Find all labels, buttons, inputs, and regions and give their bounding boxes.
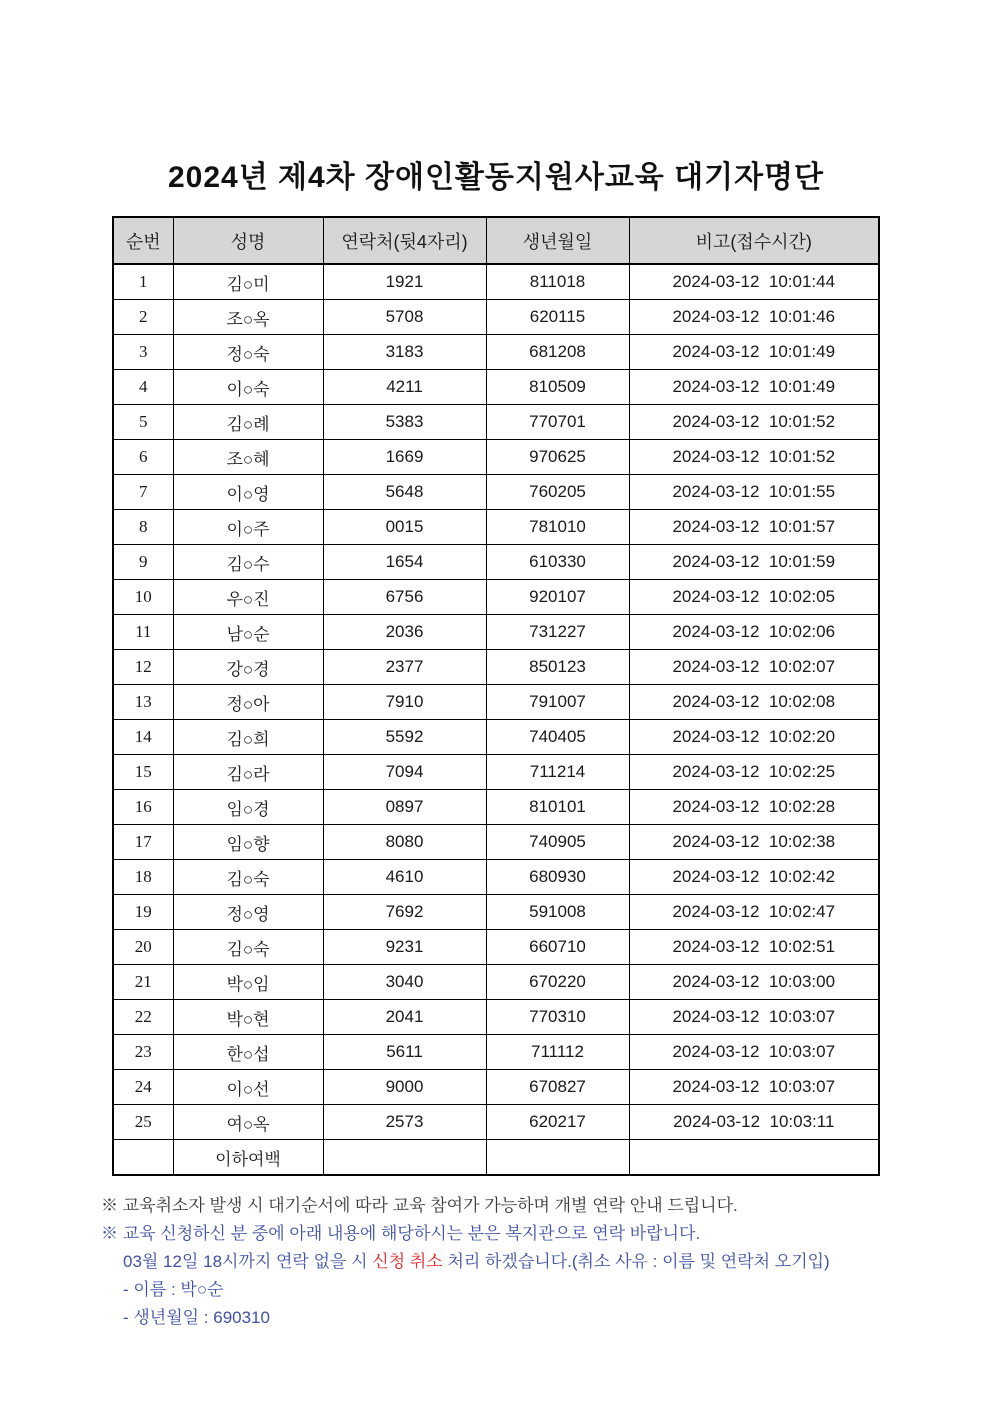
cell-birth: 850123 bbox=[486, 650, 629, 685]
header-cell-no: 순번 bbox=[113, 217, 173, 264]
cell-phone: 2036 bbox=[323, 615, 486, 650]
cell-birth: 740405 bbox=[486, 720, 629, 755]
note-deadline bbox=[101, 1248, 891, 1276]
cell-phone: 1654 bbox=[323, 545, 486, 580]
cell-birth: 760205 bbox=[486, 475, 629, 510]
cell-phone: 4610 bbox=[323, 860, 486, 895]
cell-birth: 610330 bbox=[486, 545, 629, 580]
cell-no: 4 bbox=[113, 370, 173, 405]
note-deadline-prefix: 03월 12일 18시까지 연락 없을 시 bbox=[123, 1252, 373, 1271]
note-contact-request: ※ 교육 신청하신 분 중에 아래 내용에 해당하시는 분은 복지관으로 연락 바랍니다. bbox=[101, 1224, 701, 1243]
filler-cell-phone bbox=[323, 1140, 486, 1176]
cell-phone: 9231 bbox=[323, 930, 486, 965]
table-header-row bbox=[113, 217, 879, 264]
header-cell-birth: 생년월일 bbox=[486, 217, 629, 264]
cell-birth: 731227 bbox=[486, 615, 629, 650]
cell-phone: 4211 bbox=[323, 370, 486, 405]
cell-phone: 2573 bbox=[323, 1105, 486, 1140]
footnotes bbox=[101, 1192, 891, 1332]
cell-no: 14 bbox=[113, 720, 173, 755]
cell-birth: 810509 bbox=[486, 370, 629, 405]
table-row bbox=[113, 790, 879, 825]
cell-time: 2024-03-12 10:02:47 bbox=[629, 895, 879, 930]
cell-name: 김○미 bbox=[173, 264, 323, 300]
cell-time: 2024-03-12 10:01:55 bbox=[629, 475, 879, 510]
cell-name: 조○옥 bbox=[173, 300, 323, 335]
table-row bbox=[113, 965, 879, 1000]
cell-time: 2024-03-12 10:02:08 bbox=[629, 685, 879, 720]
cell-no: 19 bbox=[113, 895, 173, 930]
table-row bbox=[113, 1070, 879, 1105]
cell-time: 2024-03-12 10:02:28 bbox=[629, 790, 879, 825]
cell-name: 한○섭 bbox=[173, 1035, 323, 1070]
cell-name: 이○영 bbox=[173, 475, 323, 510]
cell-time: 2024-03-12 10:03:00 bbox=[629, 965, 879, 1000]
cell-name: 이○선 bbox=[173, 1070, 323, 1105]
cell-no: 20 bbox=[113, 930, 173, 965]
cell-phone: 6756 bbox=[323, 580, 486, 615]
cell-birth: 970625 bbox=[486, 440, 629, 475]
header-cell-time: 비고(접수시간) bbox=[629, 217, 879, 264]
cell-name: 강○경 bbox=[173, 650, 323, 685]
cell-phone: 2041 bbox=[323, 1000, 486, 1035]
table-row bbox=[113, 1105, 879, 1140]
cell-name: 김○수 bbox=[173, 545, 323, 580]
cell-no: 16 bbox=[113, 790, 173, 825]
cell-no: 25 bbox=[113, 1105, 173, 1140]
cell-no: 5 bbox=[113, 405, 173, 440]
cell-time: 2024-03-12 10:01:49 bbox=[629, 370, 879, 405]
filler-cell-time bbox=[629, 1140, 879, 1176]
cell-birth: 620217 bbox=[486, 1105, 629, 1140]
cell-phone: 1669 bbox=[323, 440, 486, 475]
table-row bbox=[113, 440, 879, 475]
cell-birth: 781010 bbox=[486, 510, 629, 545]
page-title: 2024년 제4차 장애인활동지원사교육 대기자명단 bbox=[167, 161, 825, 194]
cell-time: 2024-03-12 10:01:44 bbox=[629, 264, 879, 300]
table-row bbox=[113, 825, 879, 860]
cell-name: 우○진 bbox=[173, 580, 323, 615]
cell-name: 정○아 bbox=[173, 685, 323, 720]
cell-time: 2024-03-12 10:01:52 bbox=[629, 440, 879, 475]
cell-name: 박○임 bbox=[173, 965, 323, 1000]
cell-no: 10 bbox=[113, 580, 173, 615]
cell-name: 여○옥 bbox=[173, 1105, 323, 1140]
cell-birth: 791007 bbox=[486, 685, 629, 720]
cell-no: 23 bbox=[113, 1035, 173, 1070]
cell-phone: 5611 bbox=[323, 1035, 486, 1070]
waiting-list-table bbox=[112, 216, 880, 1176]
cell-birth: 680930 bbox=[486, 860, 629, 895]
table-row bbox=[113, 1000, 879, 1035]
cell-no: 8 bbox=[113, 510, 173, 545]
table-row bbox=[113, 860, 879, 895]
cell-phone: 0897 bbox=[323, 790, 486, 825]
cell-name: 이○숙 bbox=[173, 370, 323, 405]
cell-time: 2024-03-12 10:02:51 bbox=[629, 930, 879, 965]
note-birth: - 생년월일 : 690310 bbox=[123, 1308, 270, 1327]
cell-time: 2024-03-12 10:02:20 bbox=[629, 720, 879, 755]
cell-birth: 770701 bbox=[486, 405, 629, 440]
table-row bbox=[113, 264, 879, 300]
cell-phone: 7094 bbox=[323, 755, 486, 790]
cell-name: 정○영 bbox=[173, 895, 323, 930]
cell-birth: 670827 bbox=[486, 1070, 629, 1105]
note-name: - 이름 : 박○순 bbox=[123, 1280, 224, 1299]
cell-name: 정○숙 bbox=[173, 335, 323, 370]
table-row bbox=[113, 545, 879, 580]
note-deadline-suffix: 처리 하겠습니다.(취소 사유 : 이름 및 연락처 오기입) bbox=[442, 1252, 830, 1271]
cell-name: 이○주 bbox=[173, 510, 323, 545]
cell-phone: 0015 bbox=[323, 510, 486, 545]
cell-phone: 9000 bbox=[323, 1070, 486, 1105]
table-row bbox=[113, 895, 879, 930]
cell-name: 김○라 bbox=[173, 755, 323, 790]
cell-birth: 740905 bbox=[486, 825, 629, 860]
table-row bbox=[113, 1035, 879, 1070]
cell-time: 2024-03-12 10:01:59 bbox=[629, 545, 879, 580]
cell-no: 2 bbox=[113, 300, 173, 335]
table-row bbox=[113, 405, 879, 440]
note-deadline-cancel-highlight: 신청 취소 bbox=[372, 1252, 443, 1271]
cell-name: 박○현 bbox=[173, 1000, 323, 1035]
cell-phone: 5383 bbox=[323, 405, 486, 440]
cell-no: 21 bbox=[113, 965, 173, 1000]
table-row bbox=[113, 720, 879, 755]
cell-phone: 2377 bbox=[323, 650, 486, 685]
cell-time: 2024-03-12 10:02:07 bbox=[629, 650, 879, 685]
cell-no: 11 bbox=[113, 615, 173, 650]
cell-phone: 5648 bbox=[323, 475, 486, 510]
cell-birth: 660710 bbox=[486, 930, 629, 965]
filler-cell-birth bbox=[486, 1140, 629, 1176]
cell-time: 2024-03-12 10:02:42 bbox=[629, 860, 879, 895]
header-cell-name: 성명 bbox=[173, 217, 323, 264]
cell-no: 9 bbox=[113, 545, 173, 580]
cell-time: 2024-03-12 10:01:57 bbox=[629, 510, 879, 545]
table-row bbox=[113, 580, 879, 615]
cell-time: 2024-03-12 10:03:07 bbox=[629, 1035, 879, 1070]
filler-cell-label: 이하여백 bbox=[173, 1140, 323, 1176]
cell-birth: 810101 bbox=[486, 790, 629, 825]
cell-phone: 3040 bbox=[323, 965, 486, 1000]
cell-no: 24 bbox=[113, 1070, 173, 1105]
cell-birth: 681208 bbox=[486, 335, 629, 370]
table-row bbox=[113, 510, 879, 545]
table-row bbox=[113, 650, 879, 685]
table-body bbox=[113, 264, 879, 1175]
table-row bbox=[113, 335, 879, 370]
cell-phone: 7910 bbox=[323, 685, 486, 720]
cell-no: 1 bbox=[113, 264, 173, 300]
cell-phone: 3183 bbox=[323, 335, 486, 370]
cell-phone: 1921 bbox=[323, 264, 486, 300]
cell-phone: 5592 bbox=[323, 720, 486, 755]
cell-birth: 770310 bbox=[486, 1000, 629, 1035]
cell-no: 22 bbox=[113, 1000, 173, 1035]
header-cell-phone: 연락처(뒷4자리) bbox=[323, 217, 486, 264]
cell-phone: 7692 bbox=[323, 895, 486, 930]
cell-time: 2024-03-12 10:01:46 bbox=[629, 300, 879, 335]
cell-birth: 670220 bbox=[486, 965, 629, 1000]
cell-birth: 811018 bbox=[486, 264, 629, 300]
cell-name: 김○희 bbox=[173, 720, 323, 755]
table-row bbox=[113, 300, 879, 335]
cell-time: 2024-03-12 10:03:07 bbox=[629, 1070, 879, 1105]
cell-birth: 591008 bbox=[486, 895, 629, 930]
cell-no: 17 bbox=[113, 825, 173, 860]
cell-birth: 920107 bbox=[486, 580, 629, 615]
table-row bbox=[113, 615, 879, 650]
cell-name: 조○혜 bbox=[173, 440, 323, 475]
cell-no: 7 bbox=[113, 475, 173, 510]
cell-phone: 5708 bbox=[323, 300, 486, 335]
cell-phone: 8080 bbox=[323, 825, 486, 860]
table-row bbox=[113, 930, 879, 965]
cell-birth: 620115 bbox=[486, 300, 629, 335]
filler-row bbox=[113, 1140, 879, 1176]
table-row bbox=[113, 370, 879, 405]
cell-no: 18 bbox=[113, 860, 173, 895]
cell-no: 6 bbox=[113, 440, 173, 475]
table-row bbox=[113, 755, 879, 790]
cell-no: 13 bbox=[113, 685, 173, 720]
note-cancel-info: ※ 교육취소자 발생 시 대기순서에 따라 교육 참여가 가능하며 개별 연락 안내 드립니다. bbox=[101, 1196, 738, 1215]
cell-name: 임○향 bbox=[173, 825, 323, 860]
cell-name: 김○숙 bbox=[173, 860, 323, 895]
cell-time: 2024-03-12 10:02:25 bbox=[629, 755, 879, 790]
cell-birth: 711214 bbox=[486, 755, 629, 790]
cell-no: 15 bbox=[113, 755, 173, 790]
cell-time: 2024-03-12 10:02:06 bbox=[629, 615, 879, 650]
filler-cell-no bbox=[113, 1140, 173, 1176]
table-row bbox=[113, 475, 879, 510]
cell-time: 2024-03-12 10:02:38 bbox=[629, 825, 879, 860]
cell-name: 남○순 bbox=[173, 615, 323, 650]
cell-time: 2024-03-12 10:02:05 bbox=[629, 580, 879, 615]
cell-time: 2024-03-12 10:01:52 bbox=[629, 405, 879, 440]
cell-birth: 711112 bbox=[486, 1035, 629, 1070]
cell-no: 3 bbox=[113, 335, 173, 370]
cell-no: 12 bbox=[113, 650, 173, 685]
cell-time: 2024-03-12 10:03:11 bbox=[629, 1105, 879, 1140]
cell-name: 김○례 bbox=[173, 405, 323, 440]
cell-time: 2024-03-12 10:01:49 bbox=[629, 335, 879, 370]
cell-time: 2024-03-12 10:03:07 bbox=[629, 1000, 879, 1035]
table-row bbox=[113, 685, 879, 720]
cell-name: 김○숙 bbox=[173, 930, 323, 965]
cell-name: 임○경 bbox=[173, 790, 323, 825]
